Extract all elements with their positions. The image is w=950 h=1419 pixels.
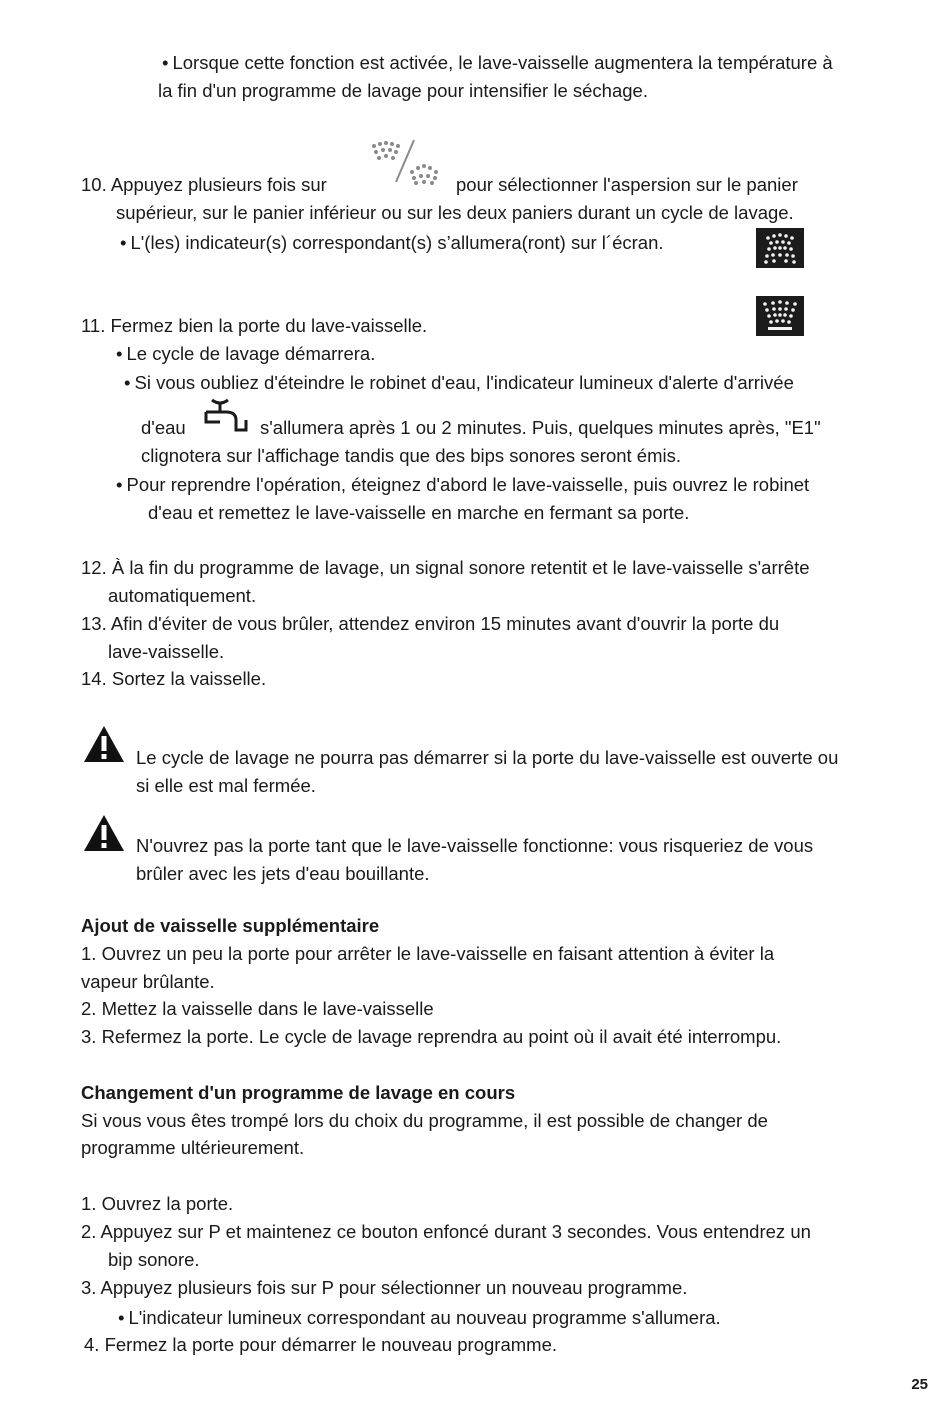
section-title-ajout: Ajout de vaisselle supplémentaire xyxy=(81,915,380,936)
step-11-line-1: 11. Fermez bien la porte du lave-vaisselle. xyxy=(81,315,428,336)
water-tap-icon xyxy=(202,396,248,432)
changement-paragraph-line-1: Si vous vous êtes trompé lors du choix du programme, il est possible de changer de xyxy=(81,1110,768,1131)
step-10-bullet-1: • L'(les) indicateur(s) correspondant(s) s’allumera(ront) sur l´écran. xyxy=(120,232,664,254)
step-12-line-2: automatiquement. xyxy=(108,585,257,606)
spray-indicator-panel xyxy=(756,228,804,336)
step-11-bullet-2-line-2a: d'eau xyxy=(141,417,186,438)
step-10-line-2: supérieur, sur le panier inférieur ou sur les deux paniers durant un cycle de lavage. xyxy=(116,202,794,223)
warning-1-line-2: si elle est mal fermée. xyxy=(136,775,316,796)
step-11-bullet-2-line-2b: s'allumera après 1 ou 2 minutes. Puis, quelques minutes après, "E1" xyxy=(260,417,821,438)
step-11-bullet-2: • Si vous oubliez d'éteindre le robinet d'eau, l'indicateur lumineux d'alerte d'arrivée xyxy=(124,372,794,394)
step-11-bullet-1: • Le cycle de lavage démarrera. xyxy=(116,343,375,365)
step-13-line-1: 13. Afin d'éviter de vous brûler, attendez environ 15 minutes avant d'ouvrir la porte du xyxy=(81,613,780,634)
page-number: 25 xyxy=(911,1376,928,1393)
step-10-line-1a: 10. Appuyez plusieurs fois sur xyxy=(81,174,327,195)
warning-triangle-icon xyxy=(82,813,126,853)
ajout-line-1: 1. Ouvrez un peu la porte pour arrêter le lave-vaisselle en faisant attention à éviter la xyxy=(81,943,775,964)
warning-triangle-icon xyxy=(82,724,126,764)
changement-step-4: 4. Fermez la porte pour démarrer le nouveau programme. xyxy=(84,1334,557,1355)
step-12-line-1: 12. À la fin du programme de lavage, un signal sonore retentit et le lave-vaisselle s'arrête xyxy=(81,557,810,578)
intro-bullet-line-1: • Lorsque cette fonction est activée, le lave-vaisselle augmentera la température à xyxy=(162,52,833,74)
changement-step-3-bullet: • L'indicateur lumineux correspondant au nouveau programme s'allumera. xyxy=(118,1307,721,1329)
section-title-changement: Changement d'un programme de lavage en cours xyxy=(81,1082,516,1103)
changement-paragraph-line-2: programme ultérieurement. xyxy=(81,1137,305,1158)
changement-step-2: 2. Appuyez sur P et maintenez ce bouton enfoncé durant 3 secondes. Vous entendrez un xyxy=(81,1221,811,1242)
changement-step-1: 1. Ouvrez la porte. xyxy=(81,1193,234,1214)
step-13-line-2: lave-vaisselle. xyxy=(108,641,225,662)
ajout-line-4: 3. Refermez la porte. Le cycle de lavage reprendra au point où il avait été interrompu. xyxy=(81,1026,782,1047)
step-11-bullet-2-line-3: clignotera sur l'affichage tandis que des bips sonores seront émis. xyxy=(141,445,681,466)
warning-2-line-1: N'ouvrez pas la porte tant que le lave-vaisselle fonctionne: vous risqueriez de vous xyxy=(136,835,814,856)
spray-arm-selector-icon xyxy=(366,136,444,188)
changement-step-3: 3. Appuyez plusieurs fois sur P pour sélectionner un nouveau programme. xyxy=(81,1277,688,1298)
ajout-line-2: vapeur brûlante. xyxy=(81,971,215,992)
intro-line-2: la fin d'un programme de lavage pour intensifier le séchage. xyxy=(158,80,648,101)
step-11-bullet-3: • Pour reprendre l'opération, éteignez d'abord le lave-vaisselle, puis ouvrez le robinet xyxy=(116,474,809,496)
ajout-line-3: 2. Mettez la vaisselle dans le lave-vaisselle xyxy=(81,998,434,1019)
step-11-bullet-3-line-2: d'eau et remettez le lave-vaisselle en marche en fermant sa porte. xyxy=(148,502,690,523)
step-14-line-1: 14. Sortez la vaisselle. xyxy=(81,668,267,689)
changement-step-2-line-2: bip sonore. xyxy=(108,1249,200,1270)
warning-1-line-1: Le cycle de lavage ne pourra pas démarrer si la porte du lave-vaisselle est ouverte ou xyxy=(136,747,839,768)
step-10-line-1b: pour sélectionner l'aspersion sur le panier xyxy=(456,174,798,195)
warning-2-line-2: brûler avec les jets d'eau bouillante. xyxy=(136,863,430,884)
